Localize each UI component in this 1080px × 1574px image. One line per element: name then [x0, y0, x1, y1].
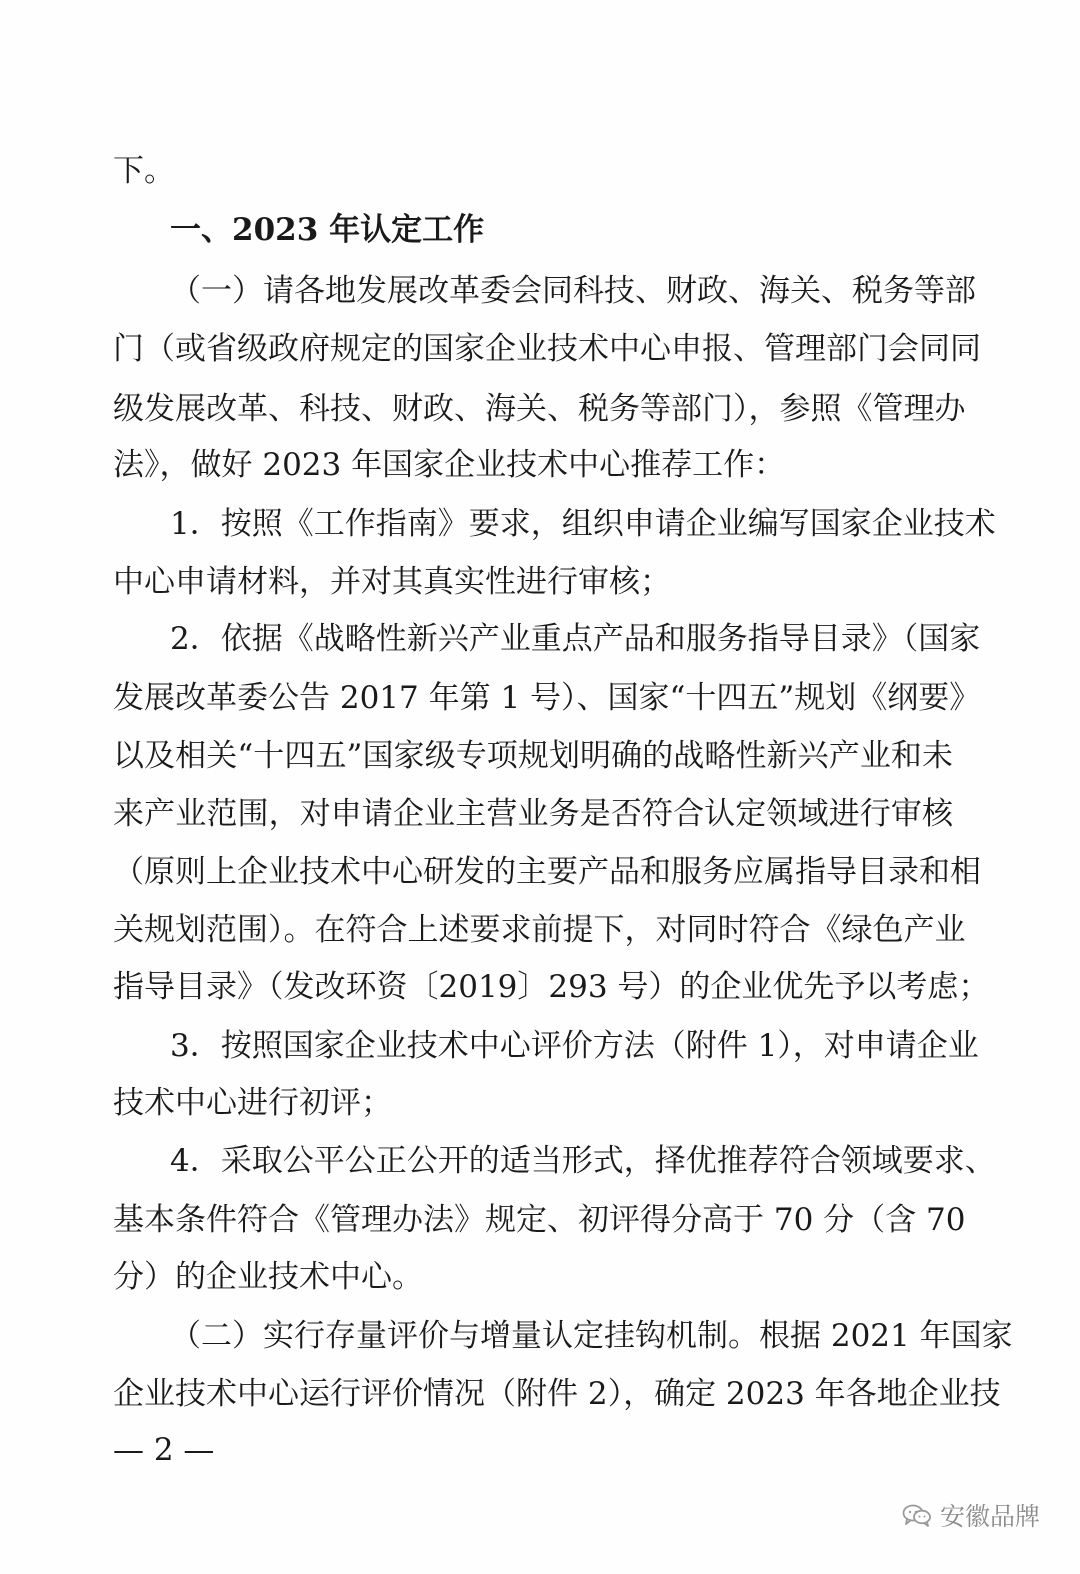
section-heading: 一、2023 年认定工作: [170, 212, 485, 248]
paragraph-line: 分）的企业技术中心。: [113, 1259, 423, 1295]
paragraph-line: 4．采取公平公正公开的适当形式，择优推荐符合领域要求、: [170, 1143, 996, 1179]
paragraph-line: （二）实行存量评价与增量认定挂钩机制。根据 2021 年国家: [170, 1318, 1013, 1354]
paragraph-line: 技术中心进行初评；: [113, 1085, 392, 1121]
paragraph-line: 来产业范围，对申请企业主营业务是否符合认定领域进行审核: [113, 796, 953, 832]
wechat-icon: [902, 1503, 932, 1527]
page-number: — 2 —: [113, 1432, 215, 1468]
paragraph-line: 法》，做好 2023 年国家企业技术中心推荐工作：: [113, 447, 786, 483]
paragraph-line: 基本条件符合《管理办法》规定、初评得分高于 70 分（含 70: [113, 1202, 966, 1238]
paragraph-line: 3．按照国家企业技术中心评价方法（附件 1），对申请企业: [170, 1028, 979, 1064]
paragraph-line: 级发展改革、科技、财政、海关、税务等部门），参照《管理办: [113, 391, 966, 427]
paragraph-line: 下。: [113, 153, 175, 189]
paragraph-line: 企业技术中心运行评价情况（附件 2），确定 2023 年各地企业技: [113, 1376, 1001, 1412]
paragraph-line: 中心申请材料，并对其真实性进行审核；: [113, 564, 671, 600]
paragraph-line: 2．依据《战略性新兴产业重点产品和服务指导目录》（国家: [170, 621, 981, 657]
paragraph-line: 发展改革委公告 2017 年第 1 号）、国家“十四五”规划《纲要》: [113, 680, 981, 716]
paragraph-line: （原则上企业技术中心研发的主要产品和服务应属指导目录和相: [113, 854, 981, 890]
paragraph-line: 以及相关“十四五”国家级专项规划明确的战略性新兴产业和未: [113, 738, 953, 774]
paragraph-line: （一）请各地发展改革委会同科技、财政、海关、税务等部: [170, 273, 976, 309]
paragraph-line: 1．按照《工作指南》要求，组织申请企业编写国家企业技术: [170, 506, 996, 542]
paragraph-line: 指导目录》（发改环资〔2019〕293 号）的企业优先予以考虑；: [113, 969, 990, 1005]
paragraph-line: 门（或省级政府规定的国家企业技术中心申报、管理部门会同同: [113, 331, 981, 367]
paragraph-line: 关规划范围）。在符合上述要求前提下，对同时符合《绿色产业: [113, 912, 966, 948]
watermark: [902, 1495, 1040, 1535]
watermark-text: 安徽品牌: [939, 1502, 1040, 1531]
